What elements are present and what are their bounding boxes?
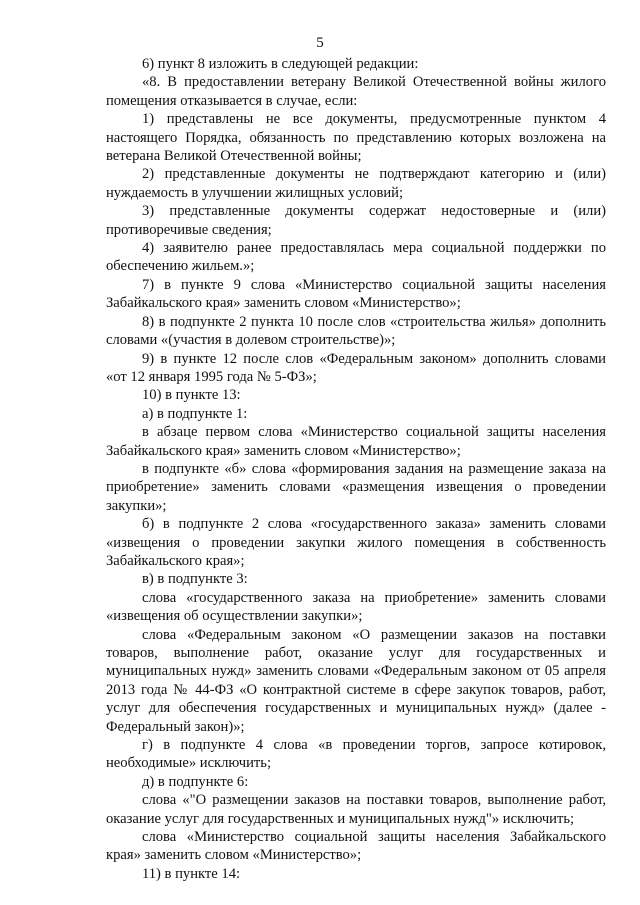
paragraph: 11) в пункте 14: [142, 865, 241, 882]
paragraph: 10) в пункте 13: [142, 387, 241, 404]
paragraph: 4) заявителю ранее предоставлялась мера социальной поддержки по обеспечению жильем.»; [106, 240, 606, 275]
paragraph: «8. В предоставлении ветерану Великой Отечественной войны жилого помещения отказывается в случае, если: [106, 74, 606, 109]
paragraph: слова «"О размещении заказов на поставки товаров, выполнение работ, оказание услуг для государственных и муниципальных нужд"» исключить; [106, 792, 606, 827]
paragraph: г) в подпункте 4 слова «в проведении торгов, запросе котировок, необходимые» исключить; [106, 737, 606, 772]
paragraph: 8) в подпункте 2 пункта 10 после слов «строительства жилья» дополнить словами «(участия в долевом строительстве)»; [106, 313, 606, 349]
paragraph: слова «Министерство социальной защиты населения Забайкальского края» заменить словом «Министерство»; [106, 829, 606, 864]
paragraph: в подпункте «б» слова «формирования задания на размещение заказа на приобретение» заменить словами «размещения извещения о проведении закупки»; [106, 460, 606, 514]
paragraph: 6) пункт 8 изложить в следующей редакции: [142, 56, 419, 72]
paragraph: д) в подпункте 6: [142, 773, 249, 790]
paragraph: слова «государственного заказа на приобретение» заменить словами «извещения об осуществлении закупки»; [106, 589, 606, 625]
paragraph: 9) в пункте 12 после слов «Федеральным законом» дополнить словами «от 12 января 1995 года № 5-ФЗ»; [106, 350, 606, 385]
paragraph: в) в подпункте 3: [142, 571, 248, 588]
paragraph: слова «Федеральным законом «О размещении заказов на поставки товаров, выполнение работ, оказание услуг для государственных и муниципальных нужд» заменить словами «Федеральным законом от 05 апреля 2013 года № 44-ФЗ «О контрактной системе в сфере закупок товаров, работ, услуг для обеспечения государственных и муниципальных нужд» (далее - Федеральный закон)»; [106, 626, 606, 735]
paragraph: 2) представленные документы не подтверждают категорию и (или) нуждаемость в улучшении жилищных условий; [106, 166, 606, 201]
document-body [106, 55, 606, 883]
paragraph: в абзаце первом слова «Министерство социальной защиты населения Забайкальского края» заменить словом «Министерство»; [106, 424, 606, 459]
page-number: 5 [316, 35, 324, 51]
paragraph: 1) представлены не все документы, предусмотренные пунктом 4 настоящего Порядка, обязанность по представлению которых возложена на ветерана Великой Отечественной войны; [106, 111, 606, 165]
paragraph: а) в подпункте 1: [142, 405, 248, 422]
paragraph: б) в подпункте 2 слова «государственного заказа» заменить словами «извещения о проведении закупки жилого помещения в собственность Забайкальского края»; [106, 516, 606, 569]
paragraph: 7) в пункте 9 слова «Министерство социальной защиты населения Забайкальского края» заменить словом «Министерство»; [106, 276, 606, 312]
paragraph: 3) представленные документы содержат недостоверные и (или) противоречивые сведения; [106, 203, 606, 238]
